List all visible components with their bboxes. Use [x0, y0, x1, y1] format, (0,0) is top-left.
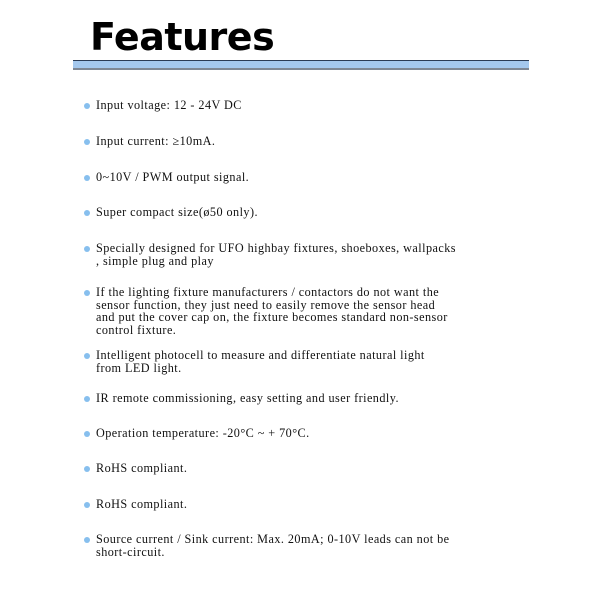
- bullet-dot-icon: [84, 396, 90, 402]
- feature-item-rohs: [84, 498, 524, 511]
- feature-text: 0~10V / PWM output signal.: [96, 170, 250, 184]
- feature-text: Source current / Sink current: Max. 20mA; 0-10V leads can not be short-circuit.: [96, 532, 450, 559]
- page-title: Features: [90, 15, 275, 59]
- feature-item-sensor-removal: [84, 286, 524, 336]
- feature-item-ufo-highbay: [84, 242, 524, 267]
- feature-item-output-signal: [84, 171, 524, 184]
- feature-text: Super compact size(ø50 only).: [96, 205, 258, 219]
- feature-item-input-voltage: [84, 99, 524, 112]
- feature-item-input-current: [84, 135, 524, 148]
- bullet-dot-icon: [84, 502, 90, 508]
- bullet-dot-icon: [84, 466, 90, 472]
- feature-item-rohs: [84, 462, 524, 475]
- bullet-dot-icon: [84, 175, 90, 181]
- feature-item-compact-size: [84, 206, 524, 219]
- feature-item-photocell: [84, 349, 524, 374]
- feature-item-operation-temperature: [84, 427, 524, 440]
- bullet-dot-icon: [84, 353, 90, 359]
- feature-text: If the lighting fixture manufacturers / contactors do not want the sensor function, they just need to easily remove the sensor head and put the cover cap on, the fixture becomes standard non-sensor control fixture.: [96, 285, 448, 337]
- feature-item-ir-remote: [84, 392, 524, 405]
- feature-text: Input voltage: 12 - 24V DC: [96, 98, 242, 112]
- bullet-dot-icon: [84, 103, 90, 109]
- feature-item-source-sink-current: [84, 533, 524, 558]
- feature-text: IR remote commissioning, easy setting and user friendly.: [96, 391, 399, 405]
- feature-text: Intelligent photocell to measure and differentiate natural light from LED light.: [96, 348, 425, 375]
- bullet-dot-icon: [84, 210, 90, 216]
- bullet-dot-icon: [84, 290, 90, 296]
- feature-text: Specially designed for UFO highbay fixtures, shoeboxes, wallpacks , simple plug and play: [96, 241, 456, 268]
- bullet-dot-icon: [84, 139, 90, 145]
- bullet-dot-icon: [84, 246, 90, 252]
- feature-text: RoHS compliant.: [96, 497, 188, 511]
- feature-text: RoHS compliant.: [96, 461, 188, 475]
- feature-text: Input current: ≥10mA.: [96, 134, 216, 148]
- bullet-dot-icon: [84, 431, 90, 437]
- feature-text: Operation temperature: -20°C ~ + 70°C.: [96, 426, 310, 440]
- bullet-dot-icon: [84, 537, 90, 543]
